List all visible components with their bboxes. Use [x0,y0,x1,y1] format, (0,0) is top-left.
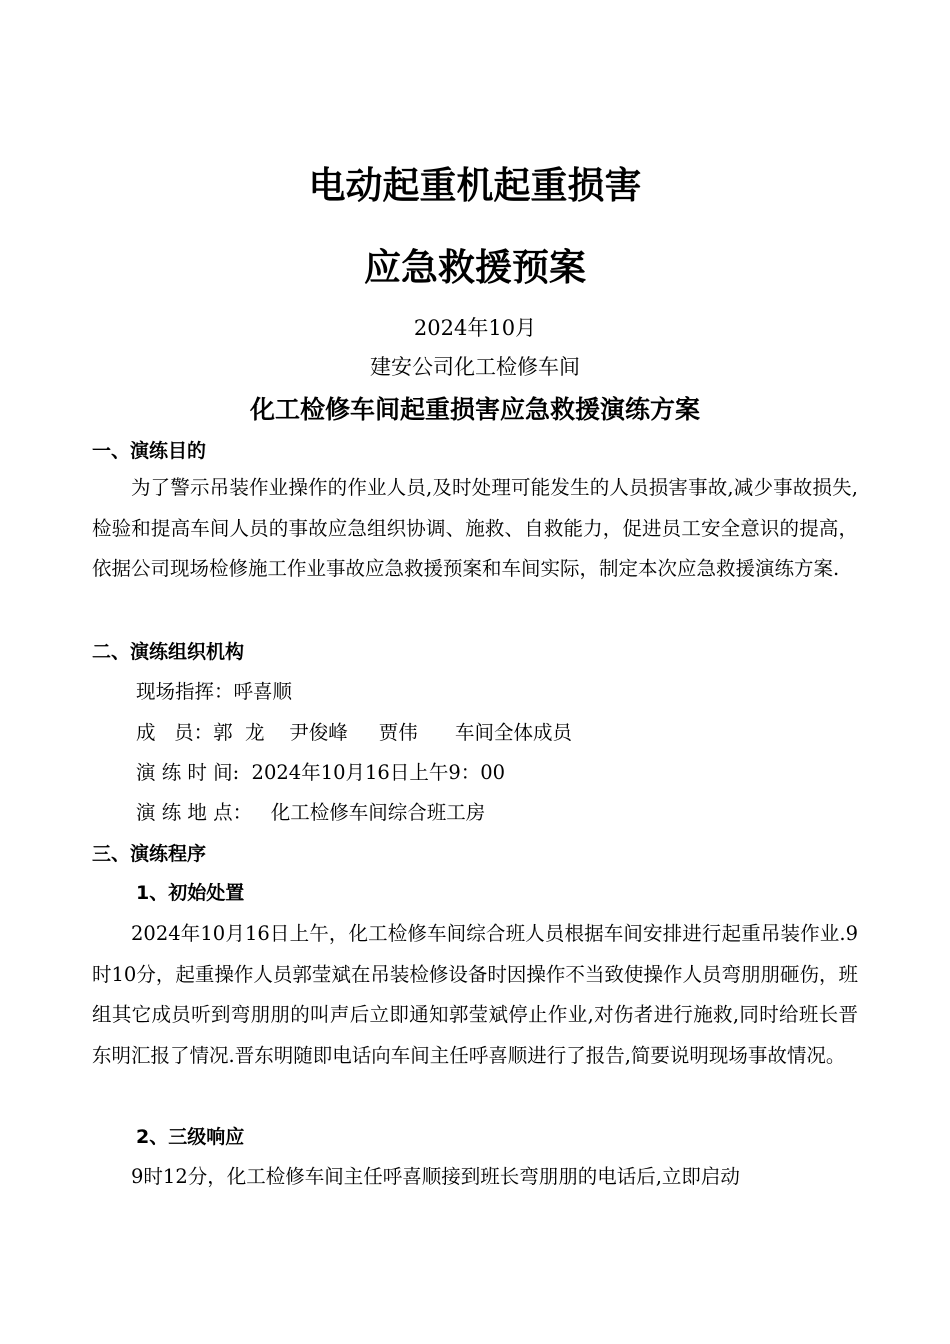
org-drill-location: 演 练 地 点： 化工检修车间综合班工房 [136,801,486,824]
org-drill-time: 演 练 时 间: 2024年10月16日上午9：00 [136,761,506,784]
subsection-heading-initial: 1、初始处置 [136,882,245,904]
document-date: 2024年10月 [413,316,537,340]
org-members: 成 员：郭 龙 尹俊峰 贾伟 车间全体成员 [136,721,572,744]
subsection-body-response: 9时12分，化工检修车间主任呼喜顺接到班长弯朋朋的电话后,立即启动 [131,1165,740,1188]
subsection-body-initial: 2024年10月16日上午，化工检修车间综合班人员根据车间安排进行起重吊装作业.9时10分，起重操作人员郭莹斌在吊装检修设备时因操作不当致使操作人员弯朋朋砸伤，班组其它成员听到弯朋朋的叫声后立即通知郭莹斌停止作业,对伤者进行施救,同时给班长晋东明汇报了情况.晋东明随即电话向车间主任呼喜顺进行了报告,简要说明现场事故情况。 [92,922,858,1067]
plan-title: 化工检修车间起重损害应急救援演练方案 [249,395,700,424]
org-commander: 现场指挥：呼喜顺 [136,680,293,703]
document-title-line1: 电动起重机起重损害 [308,164,642,207]
section-heading-procedure: 三、演练程序 [92,843,207,865]
subsection-heading-response: 2、三级响应 [136,1126,245,1148]
section-heading-purpose: 一、演练目的 [92,440,207,462]
section-body-purpose: 为了警示吊装作业操作的作业人员,及时处理可能发生的人员损害事故,减少事故损失,检验和提高车间人员的事故应急组织协调、施救、自救能力，促进员工安全意识的提高，依据公司现场检修施工作业事故应急救援预案和车间实际，制定本次应急救援演练方案. [92,476,858,580]
document-organization: 建安公司化工检修车间 [370,355,580,379]
document-title-line2: 应急救援预案 [364,246,586,289]
section-heading-organization: 二、演练组织机构 [92,641,245,663]
